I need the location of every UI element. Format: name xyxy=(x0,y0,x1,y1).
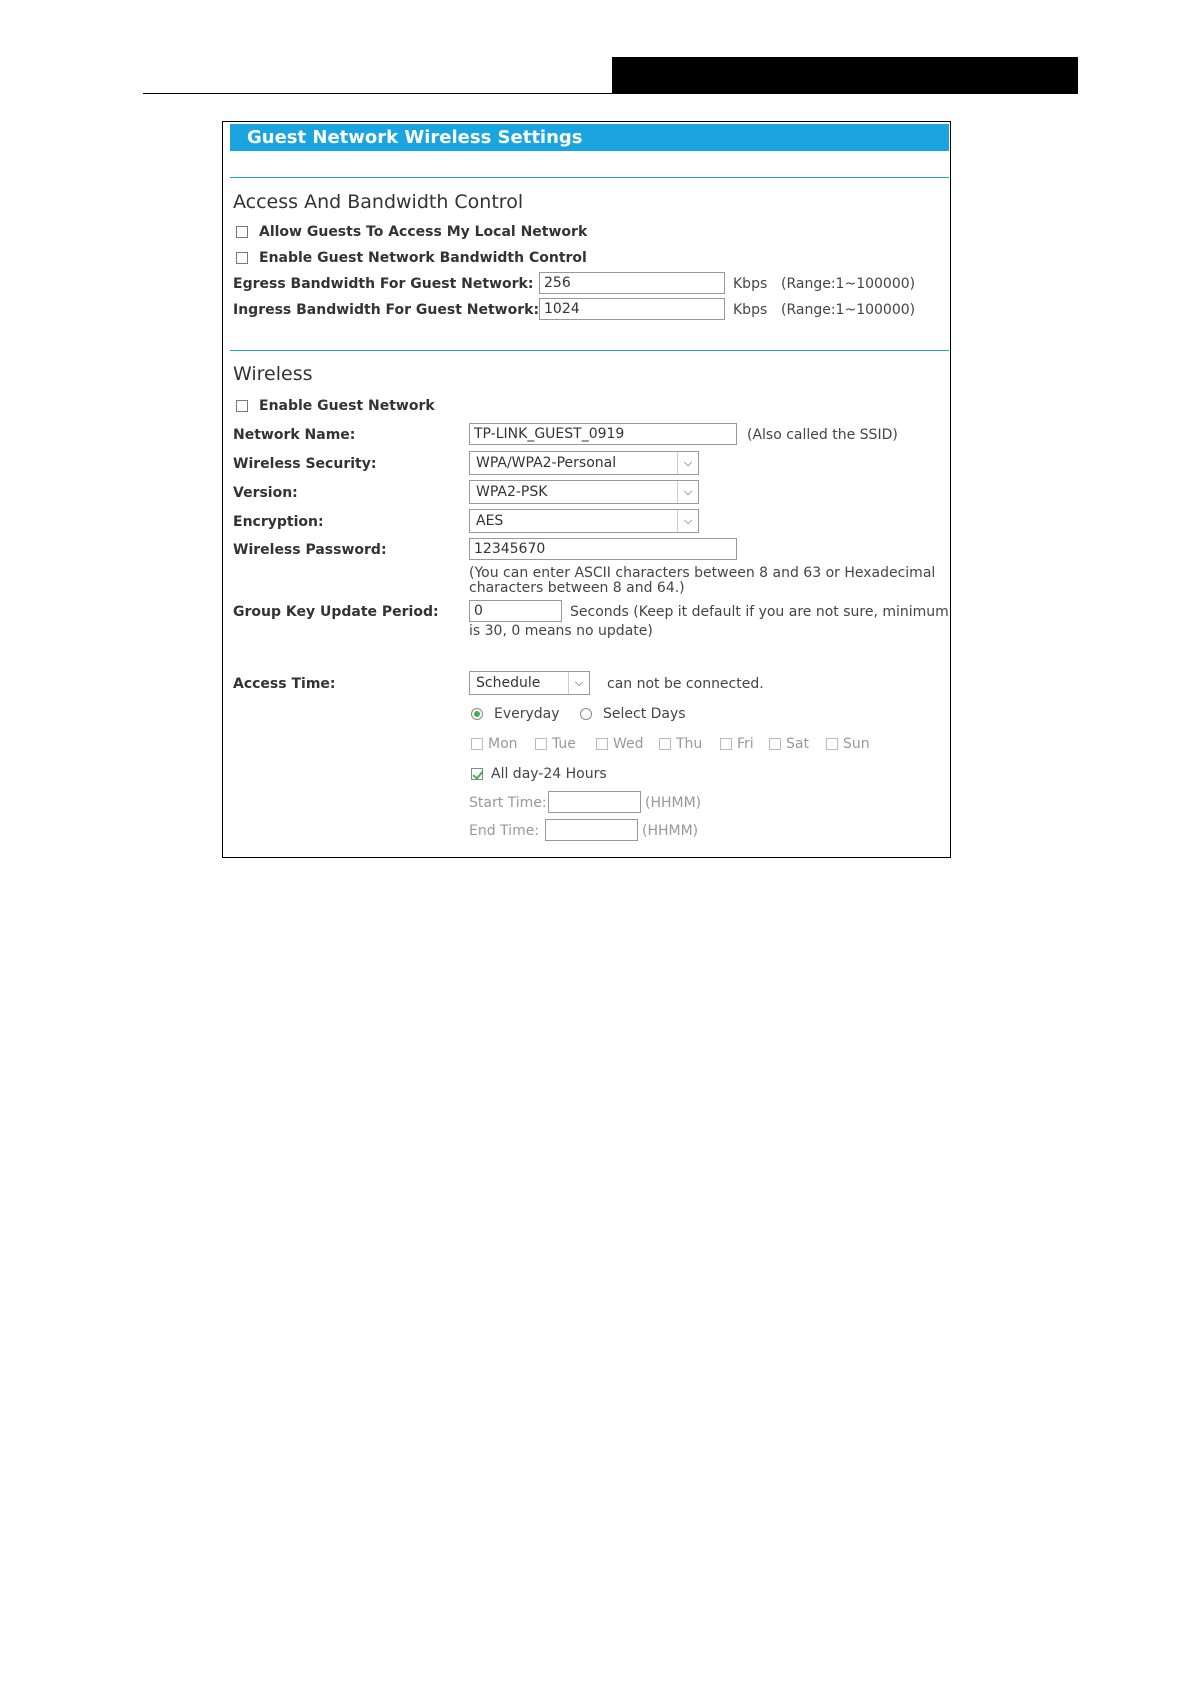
all-day-label: All day-24 Hours xyxy=(491,766,607,782)
enable-guest-row[interactable] xyxy=(236,398,435,414)
guest-network-panel xyxy=(222,121,951,858)
day-label: Tue xyxy=(552,736,576,752)
egress-unit: Kbps xyxy=(733,276,768,292)
day-thu[interactable] xyxy=(659,736,702,752)
day-label: Mon xyxy=(488,736,518,752)
version-select[interactable] xyxy=(469,480,699,504)
security-select[interactable] xyxy=(469,451,699,475)
encryption-value: AES xyxy=(476,513,504,529)
version-label: Version: xyxy=(233,485,298,501)
divider xyxy=(230,350,949,351)
day-checkbox[interactable] xyxy=(659,738,671,750)
day-checkbox[interactable] xyxy=(596,738,608,750)
everyday-label: Everyday xyxy=(494,706,560,722)
select-days-radio[interactable] xyxy=(580,708,592,720)
enable-guest-label: Enable Guest Network xyxy=(259,398,435,414)
day-fri[interactable] xyxy=(720,736,754,752)
select-days-label: Select Days xyxy=(603,706,686,722)
password-note: characters between 8 and 64.) xyxy=(469,580,685,596)
everyday-radio[interactable] xyxy=(471,708,483,720)
day-checkbox[interactable] xyxy=(720,738,732,750)
network-name-input[interactable]: TP-LINK_GUEST_0919 xyxy=(469,423,737,445)
ssid-note: (Also called the SSID) xyxy=(747,427,898,443)
password-label: Wireless Password: xyxy=(233,542,387,558)
encryption-label: Encryption: xyxy=(233,514,324,530)
chevron-down-icon[interactable]: ⌵ xyxy=(568,672,589,694)
allow-local-checkbox[interactable] xyxy=(236,226,248,238)
ingress-label: Ingress Bandwidth For Guest Network: xyxy=(233,302,540,318)
ingress-unit: Kbps xyxy=(733,302,768,318)
day-label: Sat xyxy=(786,736,809,752)
version-value: WPA2-PSK xyxy=(476,484,548,500)
chevron-down-icon[interactable]: ⌵ xyxy=(677,481,698,503)
end-time-label: End Time: xyxy=(469,823,540,839)
allow-local-row[interactable] xyxy=(236,224,587,240)
wireless-section-title: Wireless xyxy=(233,363,313,385)
title-bar xyxy=(230,124,949,151)
ingress-input[interactable]: 1024 xyxy=(539,298,725,320)
egress-label: Egress Bandwidth For Guest Network: xyxy=(233,276,534,292)
enable-bw-row[interactable] xyxy=(236,250,587,266)
day-tue[interactable] xyxy=(535,736,576,752)
access-section-title: Access And Bandwidth Control xyxy=(233,191,524,213)
ingress-range: (Range:1~100000) xyxy=(781,302,916,318)
enable-guest-checkbox[interactable] xyxy=(236,400,248,412)
everyday-option[interactable] xyxy=(471,706,560,722)
start-time-input[interactable] xyxy=(548,791,641,813)
encryption-select[interactable] xyxy=(469,509,699,533)
egress-input[interactable]: 256 xyxy=(539,272,725,294)
day-label: Wed xyxy=(613,736,644,752)
end-time-format: (HHMM) xyxy=(642,823,699,839)
security-label: Wireless Security: xyxy=(233,456,377,472)
all-day-option[interactable] xyxy=(471,766,607,782)
enable-bw-checkbox[interactable] xyxy=(236,252,248,264)
network-name-label: Network Name: xyxy=(233,427,356,443)
header-rule xyxy=(143,93,1076,94)
password-note: (You can enter ASCII characters between 8 and 63 or Hexadecimal xyxy=(469,565,936,581)
day-label: Fri xyxy=(737,736,754,752)
day-mon[interactable] xyxy=(471,736,518,752)
chevron-down-icon[interactable]: ⌵ xyxy=(677,452,698,474)
chevron-down-icon[interactable]: ⌵ xyxy=(677,510,698,532)
group-key-note: is 30, 0 means no update) xyxy=(469,623,653,639)
day-checkbox[interactable] xyxy=(826,738,838,750)
group-key-note: Seconds (Keep it default if you are not sure, minimum xyxy=(570,604,949,620)
password-input[interactable]: 12345670 xyxy=(469,538,737,560)
day-wed[interactable] xyxy=(596,736,644,752)
group-key-label: Group Key Update Period: xyxy=(233,604,439,620)
end-time-input[interactable] xyxy=(545,819,638,841)
day-checkbox[interactable] xyxy=(471,738,483,750)
day-label: Thu xyxy=(676,736,703,752)
allow-local-label: Allow Guests To Access My Local Network xyxy=(259,224,588,240)
group-key-input[interactable]: 0 xyxy=(469,600,562,622)
security-value: WPA/WPA2-Personal xyxy=(476,455,617,471)
start-time-label: Start Time: xyxy=(469,795,547,811)
header-bar xyxy=(612,57,1078,94)
schedule-value: Schedule xyxy=(476,675,541,691)
day-checkbox[interactable] xyxy=(535,738,547,750)
day-label: Sun xyxy=(843,736,870,752)
access-time-label: Access Time: xyxy=(233,676,336,692)
day-checkbox[interactable] xyxy=(769,738,781,750)
start-time-format: (HHMM) xyxy=(645,795,702,811)
egress-range: (Range:1~100000) xyxy=(781,276,916,292)
schedule-note: can not be connected. xyxy=(607,676,764,692)
all-day-checkbox[interactable] xyxy=(471,768,483,780)
day-sat[interactable] xyxy=(769,736,809,752)
schedule-select[interactable] xyxy=(469,671,590,695)
enable-bw-label: Enable Guest Network Bandwidth Control xyxy=(259,250,587,266)
divider xyxy=(230,177,949,178)
day-sun[interactable] xyxy=(826,736,870,752)
page-title: Guest Network Wireless Settings xyxy=(247,127,583,148)
select-days-option[interactable] xyxy=(580,706,686,722)
